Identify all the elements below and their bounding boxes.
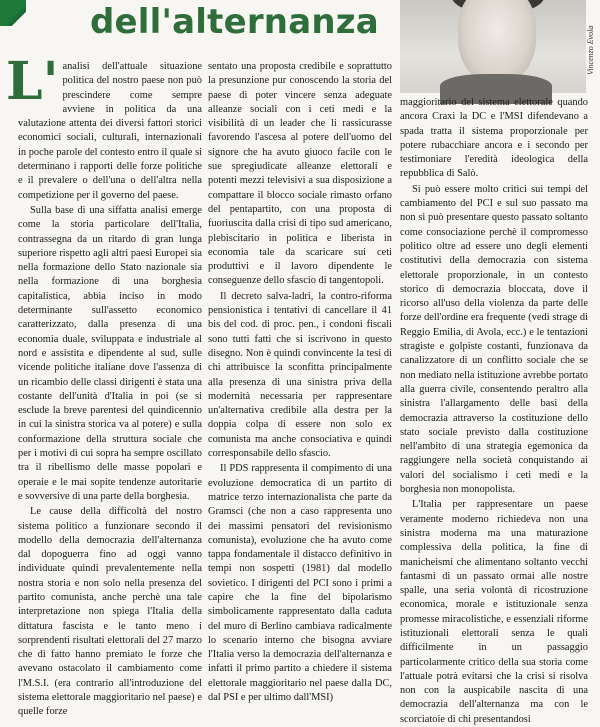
article-column-2 — [208, 60, 392, 704]
article-paragraph: sentato una proposta credibile e soprattutto la presunzione pur conoscendo la storia del paese di poter vincere senza adeguate alleanze sociali con i ceti medi e la visibilità di un leader che li rassicurasse favorendo l'ascesa al potere dell'uomo del signore che ha avuto giuoco facile con le sue spregiudicate alleanze elettorali e potenti mezzi televisivi a sua disposizione a compattare il blocco sociale rimasto orfano del pentapartito, con una proposta di fuoriuscita dalla crisi di tipo sud americano, plebiscitario in politica e liberista in economia tale da scaricare sui ceti produttivi e il lavoro dipendente le conseguenze dello sfascio di tangentopoli. — [208, 61, 392, 287]
article-column-1 — [6, 51, 202, 718]
paragraph-text: analisi dell'attuale situazione politica del nostro paese non può prescindere come sempre avviene in politica da una valutazione attenta dei diversi fattori storici economici sociali, culturali, internazionali in poche parole del contesto entro il quale si determinano i rapporti delle forze politiche e il prevalere o dell'una o dell'altra nella competizione per il governo del paese. — [18, 61, 202, 201]
article-paragraph: Si può essere molto critici sui tempi del cambiamento del PCI e sul suo passato ma non si può presentare questo passato soltanto come consociazione perchè il compromesso politico oltre ad essere uno degli elementi costitutivi della democrazia con sistema elettorale proporzionale, in un contesto storico di democrazia bloccata, dove il ricorso all'uso della violenza da parte delle forze dell'ordine era frequente (vedi strage di Reggio Emilia, di Avola, ecc.) e le tentazioni stragiste e golpiste costanti, funzionava da canalizzatore di un conflitto sociale che se non mediato nella istituzione avrebbe portato alla guerra civile, consentendo peraltro alla sinistra l'allargamento delle basi della democrazia attraverso la costituzione dello stato sociale previsto dalla costituzione nell'ambito di una strategia egemonica da raggiungere nella società conquistando ai valori del socialismo i ceti medi e la borghesia non monopolista. — [400, 183, 588, 496]
article-paragraph — [6, 51, 202, 203]
drop-cap: L' — [6, 51, 59, 112]
corner-logo-mark — [0, 0, 26, 26]
article-paragraph: Sulla base di una siffatta analisi emerge come la storia particolare dell'Italia, contrassegna da un ritardo di gran lunga superiore rispetto agli altri paesi Europei sia nella formazione dello Stato nazionale sia nella formazione di una borghesia capitalistica, abbia inciso in modo determinante sull'assetto economico caratterizzato, dalla presenza di una economia duale, sviluppata e industriale al nord e assistita e dipendente al sud, sulle vicende politiche italiane dove l'assenza di un ricambio delle classi dirigenti è stata una costante dell'unità d'Italia in poi (se si esclude la breve parentesi del quindicennio in cui la sinistra storica va al potere) e sulla conformazione della struttura sociale che per i motivi di cui sopra ha sempre oscillato tra il ribellismo delle masse popolari e operaie e le mai sopite tendenze autoritarie e sovversive di una parte della borghesia. — [18, 204, 202, 502]
article-paragraph: Le cause della difficoltà del nostro sistema politico a funzionare secondo il modello della democrazia dell'alternanza dal dopoguerra fino ad oggi vanno individuate quindi prevalentemente nella nostra storia e non solo nella presenza del partito comunista, anche perchè una tale interpretazione non spiega l'Italia della dittatura fascista e le tanto meno i sorprendenti risultati elettorali del 27 marzo che di fatto hanno premiato le forze che avevano ostacolato il cambiamento come l'M.S.I. (era contrario all'introduzione del sistema elettorale maggioritario nel paese) e quelle forze — [18, 506, 202, 718]
article-paragraph: maggioritario del sistema elettorale quando ancora Craxi la DC e l'MSI difendevano a spada tratta il sistema proporzionale per potere rubacchiare ancora e i secondo per testimoniare l'eredità ideologica della repubblica di Salò. — [400, 97, 588, 180]
article-headline: dell'alternanza — [90, 2, 379, 42]
article-paragraph: Il PDS rappresenta il compimento di una evoluzione democratica di un partito di matrice terzo internazionalista che parte da Gramsci (che non a caso rappresenta uno dei massimi pensatori del revisionismo comunista), evoluzione che ha avuto come tappa fondamentale il distacco definitivo in tempi non sospetti (1981) dal modello sovietico. I dirigenti del PCI sono i primi a capire che la fine del bipolarismo simbolicamente rappresentato dalla caduta del muro di Berlino cambiava radicalmente lo scenario interno che bisogna avviare l'Italia verso la democrazia dell'alternanza e infatti il primo partito a chiedere il sistema elettorale maggioritario nel paese dalla DC, dal PSI e per ultimo dall'MSI) — [208, 463, 392, 704]
article-paragraph: Il decreto salva-ladri, la contro-riforma pensionistica i tentativi di cancellare il 41 bis del cod. di proc. pen., i condoni fiscali sono tutti fatti che si iscrivono in questo disegno. Non è quindi convincente la tesi di chi attribuisce la sconfitta principalmente alla presenza di una sinistra priva della modernità necessaria per rappresentare un'alternativa credibile alla destra per la doppia colpa di essere non solo ex comunista ma anche consociativa e quindi corresponsabile dello sfascio. — [208, 290, 392, 460]
author-photo — [400, 0, 586, 93]
article-paragraph: L'Italia per rappresentare un paese veramente moderno richiedeva non una sinistra moderna ma una maturazione complessiva della politica, la fine di manicheismi che alimentano soltanto vecchi fantasmi di un passato ormai alle nostre spalle, una seria volontà di ricostruzione economica, morale e istituzionale senza promesse miracolistiche, e essenziali riforme istituzionali elettorali senza le quali difficilmente in un passaggio particolarmente critico della sua storia come l'attuale potrà evitarsi che la crisi si risolva non con la auspicabile nascita di una democrazia dell'alternanza ma con le scorciatoie di chi presentandosi — [400, 499, 588, 725]
photo-face — [458, 0, 536, 84]
photo-credit: Vincenzo Evola — [586, 25, 595, 75]
article-column-3 — [400, 96, 588, 725]
